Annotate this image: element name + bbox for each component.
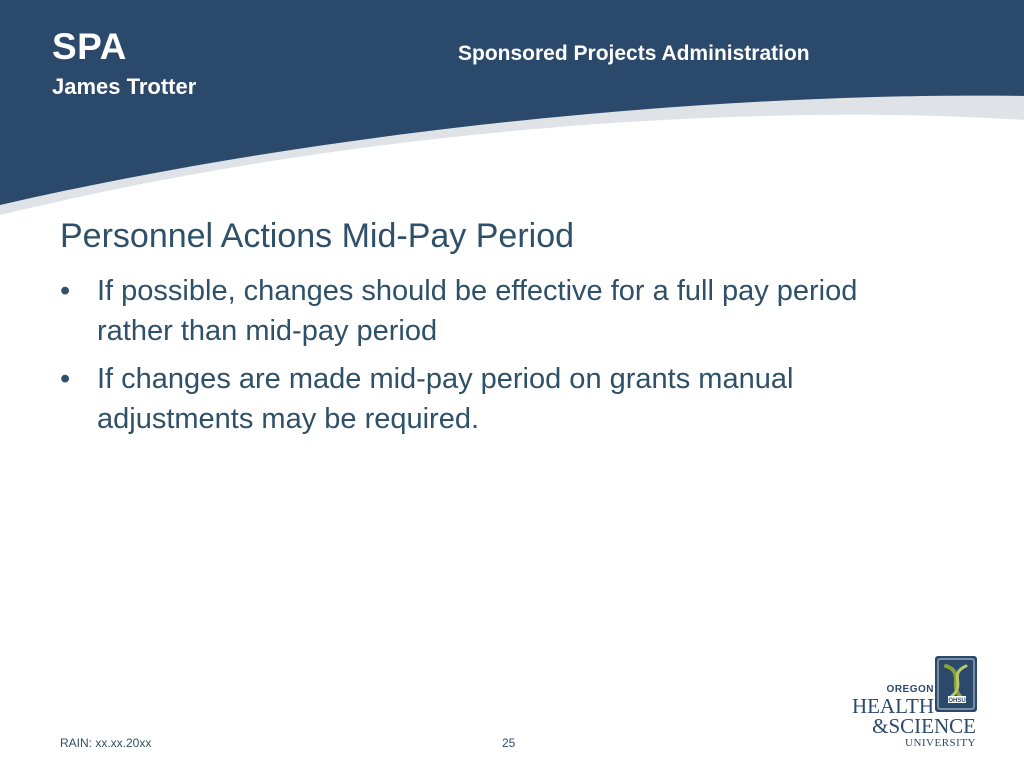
bullet-list <box>60 271 960 439</box>
bullet-text: If possible, changes should be effective for a full pay period rather than mid-pay period <box>97 275 858 347</box>
presenter-name: James Trotter <box>52 74 197 99</box>
page-number: 25 <box>502 736 516 750</box>
section-heading: Personnel Actions Mid-Pay Period <box>60 217 575 255</box>
svg-text:OHSU: OHSU <box>948 698 966 704</box>
svg-text:HEALTH: HEALTH <box>851 694 934 718</box>
bullet-item <box>60 359 937 439</box>
svg-text:&SCIENCE: &SCIENCE <box>872 714 976 738</box>
header-wave-shape <box>0 0 1024 215</box>
footer-date-label: RAIN: xx.xx.20xx <box>60 736 152 750</box>
bullet-item <box>60 271 937 351</box>
slide-title: SPA <box>52 26 127 67</box>
svg-text:OREGON: OREGON <box>886 684 934 695</box>
ohsu-logo-icon <box>842 654 982 750</box>
ohsu-logo <box>842 654 982 750</box>
slide-content <box>60 213 960 447</box>
bullet-icon: • <box>60 275 71 307</box>
header-band <box>0 0 1024 215</box>
bullet-icon: • <box>60 363 71 395</box>
svg-text:UNIVERSITY: UNIVERSITY <box>905 737 976 749</box>
bullet-text: If changes are made mid-pay period on grants manual adjustments may be required. <box>97 363 794 435</box>
department-name: Sponsored Projects Administration <box>458 42 810 65</box>
